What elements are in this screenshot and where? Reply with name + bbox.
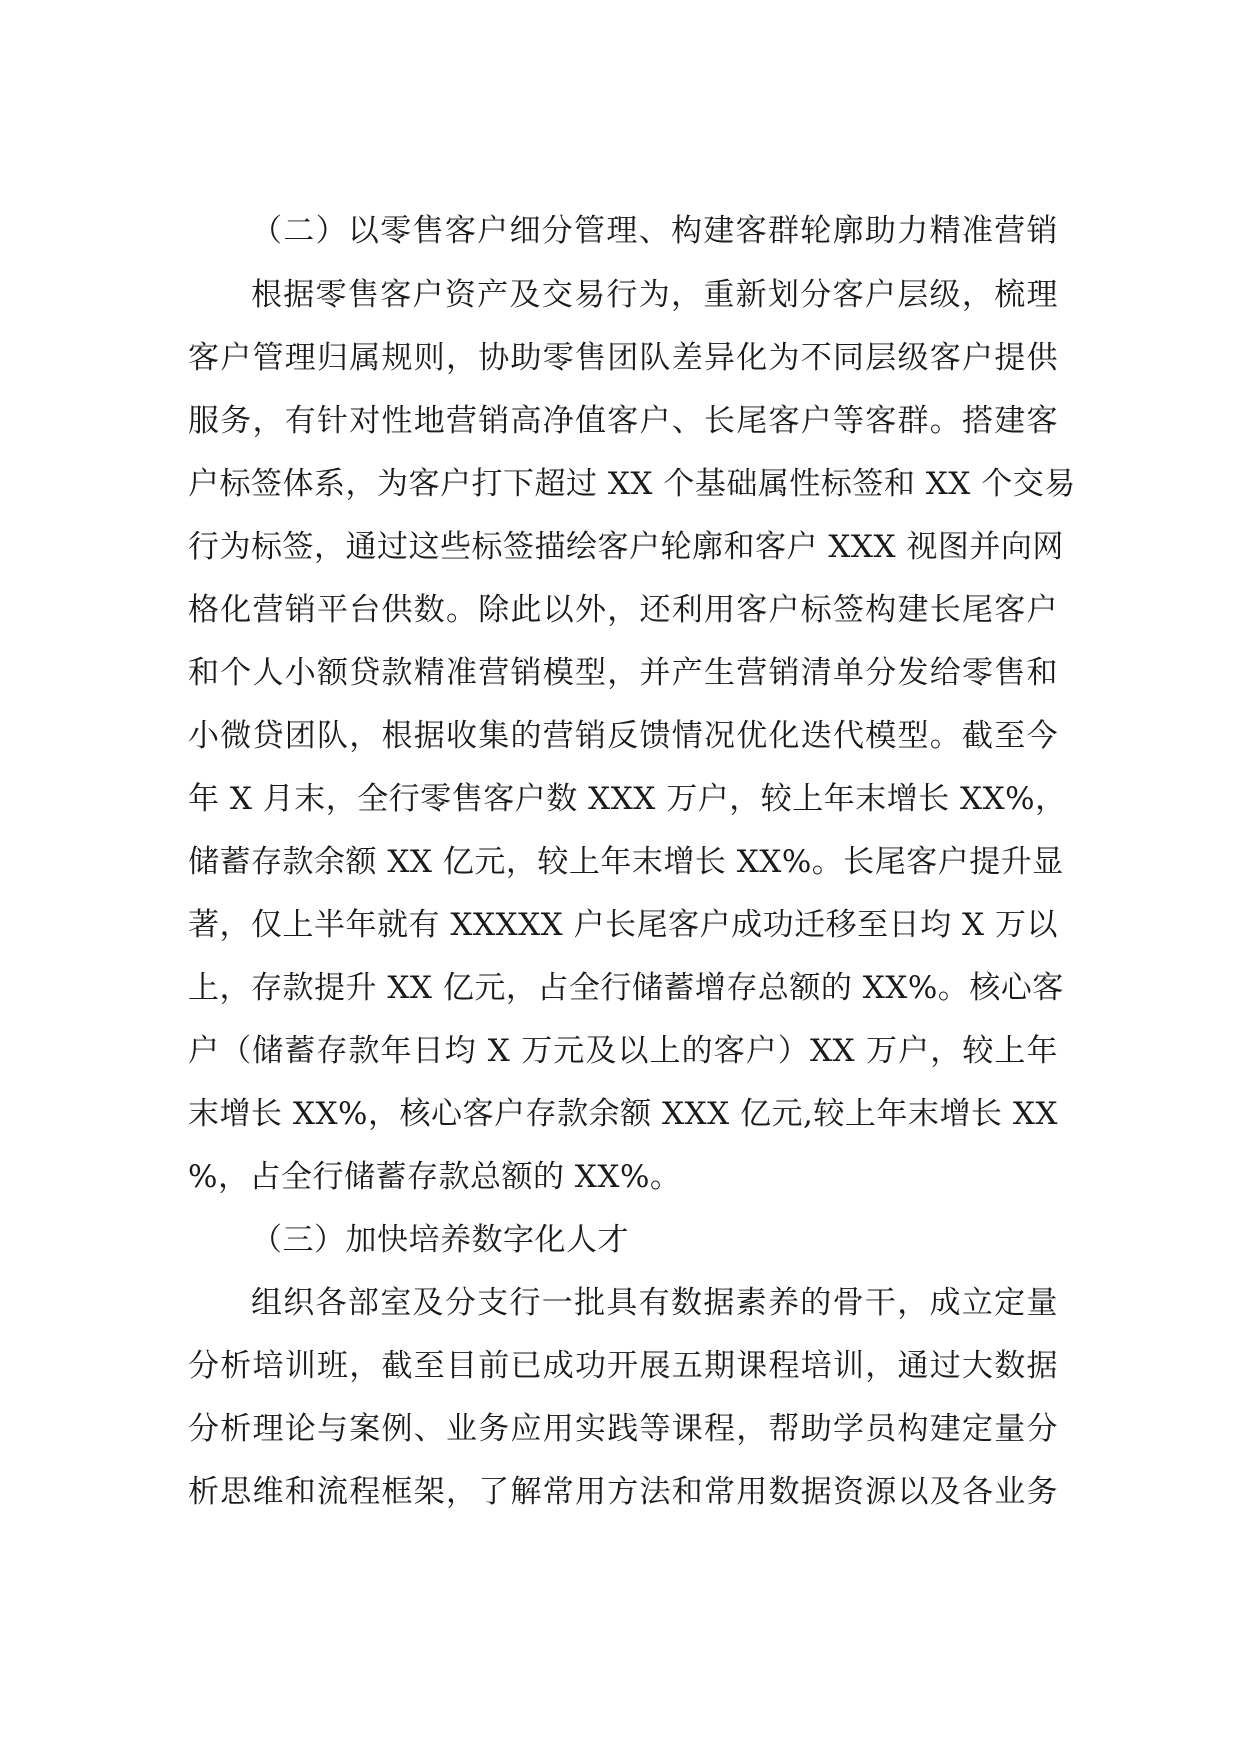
- paragraph-line: 著，仅上半年就有 XXXXX 户长尾客户成功迁移至日均 X 万以: [188, 907, 1058, 943]
- paragraph-line: 根据零售客户资产及交易行为，重新划分客户层级，梳理: [251, 277, 1058, 313]
- paragraph-line: 末增长 XX%，核心客户存款余额 XXX 亿元,较上年末增长 XX: [188, 1096, 1058, 1132]
- section-heading-2: （二）以零售客户细分管理、构建客群轮廓助力精准营销: [251, 213, 1058, 249]
- paragraph-line: 上，存款提升 XX 亿元，占全行储蓄增存总额的 XX%。核心客: [188, 970, 1064, 1006]
- paragraph-line: 组织各部室及分支行一批具有数据素养的骨干，成立定量: [251, 1285, 1058, 1321]
- paragraph-line: 格化营销平台供数。除此以外，还利用客户标签构建长尾客户: [188, 592, 1058, 628]
- paragraph-line: 析思维和流程框架，了解常用方法和常用数据资源以及各业务: [188, 1474, 1058, 1510]
- paragraph-line: 行为标签，通过这些标签描绘客户轮廓和客户 XXX 视图并向网: [188, 529, 1064, 565]
- paragraph-line: 和个人小额贷款精准营销模型，并产生营销清单分发给零售和: [188, 655, 1058, 691]
- paragraph-line: 客户管理归属规则，协助零售团队差异化为不同层级客户提供: [188, 340, 1058, 376]
- paragraph-line: %，占全行储蓄存款总额的 XX%。: [188, 1159, 682, 1195]
- paragraph-line: 分析培训班，截至目前已成功开展五期课程培训，通过大数据: [188, 1348, 1058, 1384]
- paragraph-line: 户标签体系，为客户打下超过 XX 个基础属性标签和 XX 个交易: [188, 466, 1076, 502]
- paragraph-line: 服务，有针对性地营销高净值客户、长尾客户等客群。搭建客: [188, 403, 1058, 439]
- paragraph-line: 户（储蓄存款年日均 X 万元及以上的客户）XX 万户，较上年: [188, 1033, 1058, 1069]
- paragraph-line: 年 X 月末，全行零售客户数 XXX 万户，较上年末增长 XX%，: [188, 781, 1067, 817]
- paragraph-line: 储蓄存款余额 XX 亿元，较上年末增长 XX%。长尾客户提升显: [188, 844, 1064, 880]
- paragraph-line: 分析理论与案例、业务应用实践等课程，帮助学员构建定量分: [188, 1411, 1058, 1447]
- paragraph-line: 小微贷团队，根据收集的营销反馈情况优化迭代模型。截至今: [188, 718, 1058, 754]
- section-heading-3: （三）加快培养数字化人才: [251, 1222, 629, 1258]
